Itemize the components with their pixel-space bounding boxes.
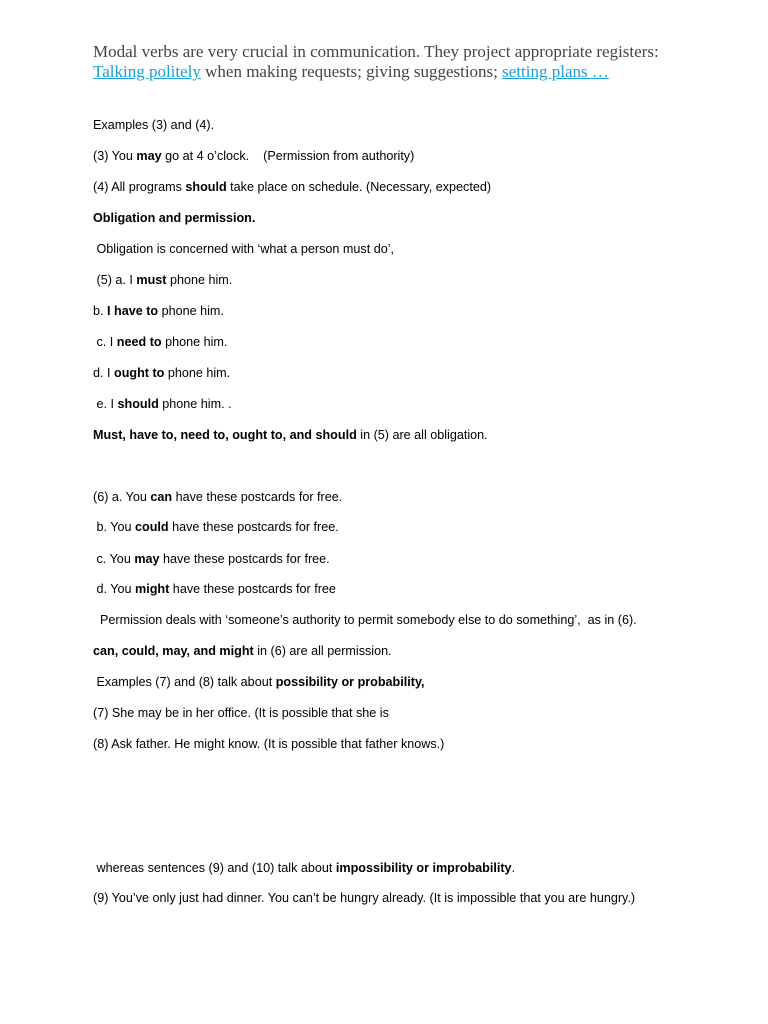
text-span: (5) a. I — [93, 273, 137, 287]
bold-term: can, could, may, and might — [93, 644, 254, 658]
text-span: e. I — [93, 397, 118, 411]
text-span: b. — [93, 304, 108, 318]
bold-term: need to — [116, 335, 162, 349]
line-example-5c — [93, 334, 227, 350]
text-span: d. You — [93, 582, 136, 596]
line-example-9 — [93, 890, 635, 906]
line-example-6d — [93, 581, 336, 597]
text-span: (9) You’ve only just had dinner. You can’t be hungry already. (It is impossible that you are hungry.) — [93, 891, 636, 905]
bold-term: can — [150, 490, 173, 504]
line-heading-obligation-permission — [93, 210, 255, 226]
bold-term: may — [134, 552, 160, 566]
text-span: phone him. . — [158, 397, 232, 411]
line-example-5e — [93, 396, 232, 412]
talking-politely-link[interactable]: Talking politely — [93, 62, 201, 81]
text-span: phone him. — [164, 366, 231, 380]
bold-term: possibility or probability, — [275, 675, 425, 689]
line-permission-definition — [93, 612, 637, 628]
bold-term: should — [117, 397, 159, 411]
text-span: phone him. — [158, 304, 224, 318]
setting-plans-link[interactable]: setting plans … — [502, 62, 609, 81]
line-permission-summary — [93, 643, 392, 659]
line-example-5b — [93, 303, 224, 319]
text-span: b. You — [93, 520, 136, 534]
bold-term: impossibility or improbability — [335, 861, 512, 875]
text-span: whereas sentences (9) and (10) talk about — [93, 861, 336, 875]
line-example-4 — [93, 179, 491, 195]
bold-term: I have to — [107, 304, 159, 318]
text-span: c. I — [93, 335, 117, 349]
line-example-5a — [93, 272, 232, 288]
bold-term: ought to — [114, 366, 165, 380]
line-obligation-definition — [93, 241, 394, 257]
bold-term: could — [135, 520, 169, 534]
text-span: (8) Ask father. He might know. (It is possible that father knows.) — [93, 737, 445, 751]
line-example-6c — [93, 551, 330, 567]
text-span: take place on schedule. (Necessary, expected) — [226, 180, 492, 194]
bold-term: may — [136, 149, 162, 163]
text-span: (7) She may be in her office. (It is possible that she is — [93, 706, 389, 720]
text-span: (3) You — [93, 149, 137, 163]
text-span: in (6) are all permission. — [253, 644, 392, 658]
bold-term: should — [185, 180, 227, 194]
line-example-6a — [93, 489, 342, 505]
text-span: have these postcards for free. — [168, 520, 339, 534]
text-span: Examples (7) and (8) talk about — [93, 675, 276, 689]
line-example-5d — [93, 365, 230, 381]
text-span: (4) All programs — [93, 180, 186, 194]
text-span: c. You — [93, 552, 135, 566]
intro-text-part2: when making requests; giving suggestions; — [200, 62, 503, 81]
text-span: phone him. — [161, 335, 228, 349]
text-span: Obligation is concerned with ‘what a person must do’, — [93, 242, 395, 256]
text-span: phone him. — [166, 273, 233, 287]
line-example-8 — [93, 736, 444, 752]
intro-text-part1: Modal verbs are very crucial in communication. They project appropriate registers: — [93, 42, 659, 61]
text-span: Permission deals with ‘someone’s authority to permit somebody else to do something’, as in (6). — [93, 613, 637, 627]
text-span: (6) a. You — [93, 490, 151, 504]
bold-term: must — [136, 273, 167, 287]
text-span: go at 4 o’clock. (Permission from authority) — [161, 149, 415, 163]
text-span: in (5) are all obligation. — [356, 428, 488, 442]
text-span: Examples (3) and (4). — [93, 118, 215, 132]
line-possibility-intro — [93, 674, 425, 690]
bold-term: Must, have to, need to, ought to, and should — [93, 428, 357, 442]
line-impossibility-intro — [93, 860, 515, 876]
line-example-3 — [93, 148, 414, 164]
text-span: have these postcards for free. — [159, 552, 330, 566]
text-span: . — [511, 861, 516, 875]
intro-paragraph — [93, 42, 693, 82]
bold-term: Obligation and permission. — [93, 211, 256, 225]
line-example-6b — [93, 519, 339, 535]
bold-term: might — [135, 582, 170, 596]
line-example-7 — [93, 705, 389, 721]
text-span: have these postcards for free — [169, 582, 336, 596]
text-span: d. I — [93, 366, 114, 380]
line-obligation-summary — [93, 427, 488, 443]
text-span: have these postcards for free. — [172, 490, 343, 504]
line-examples-3-4 — [93, 117, 214, 133]
